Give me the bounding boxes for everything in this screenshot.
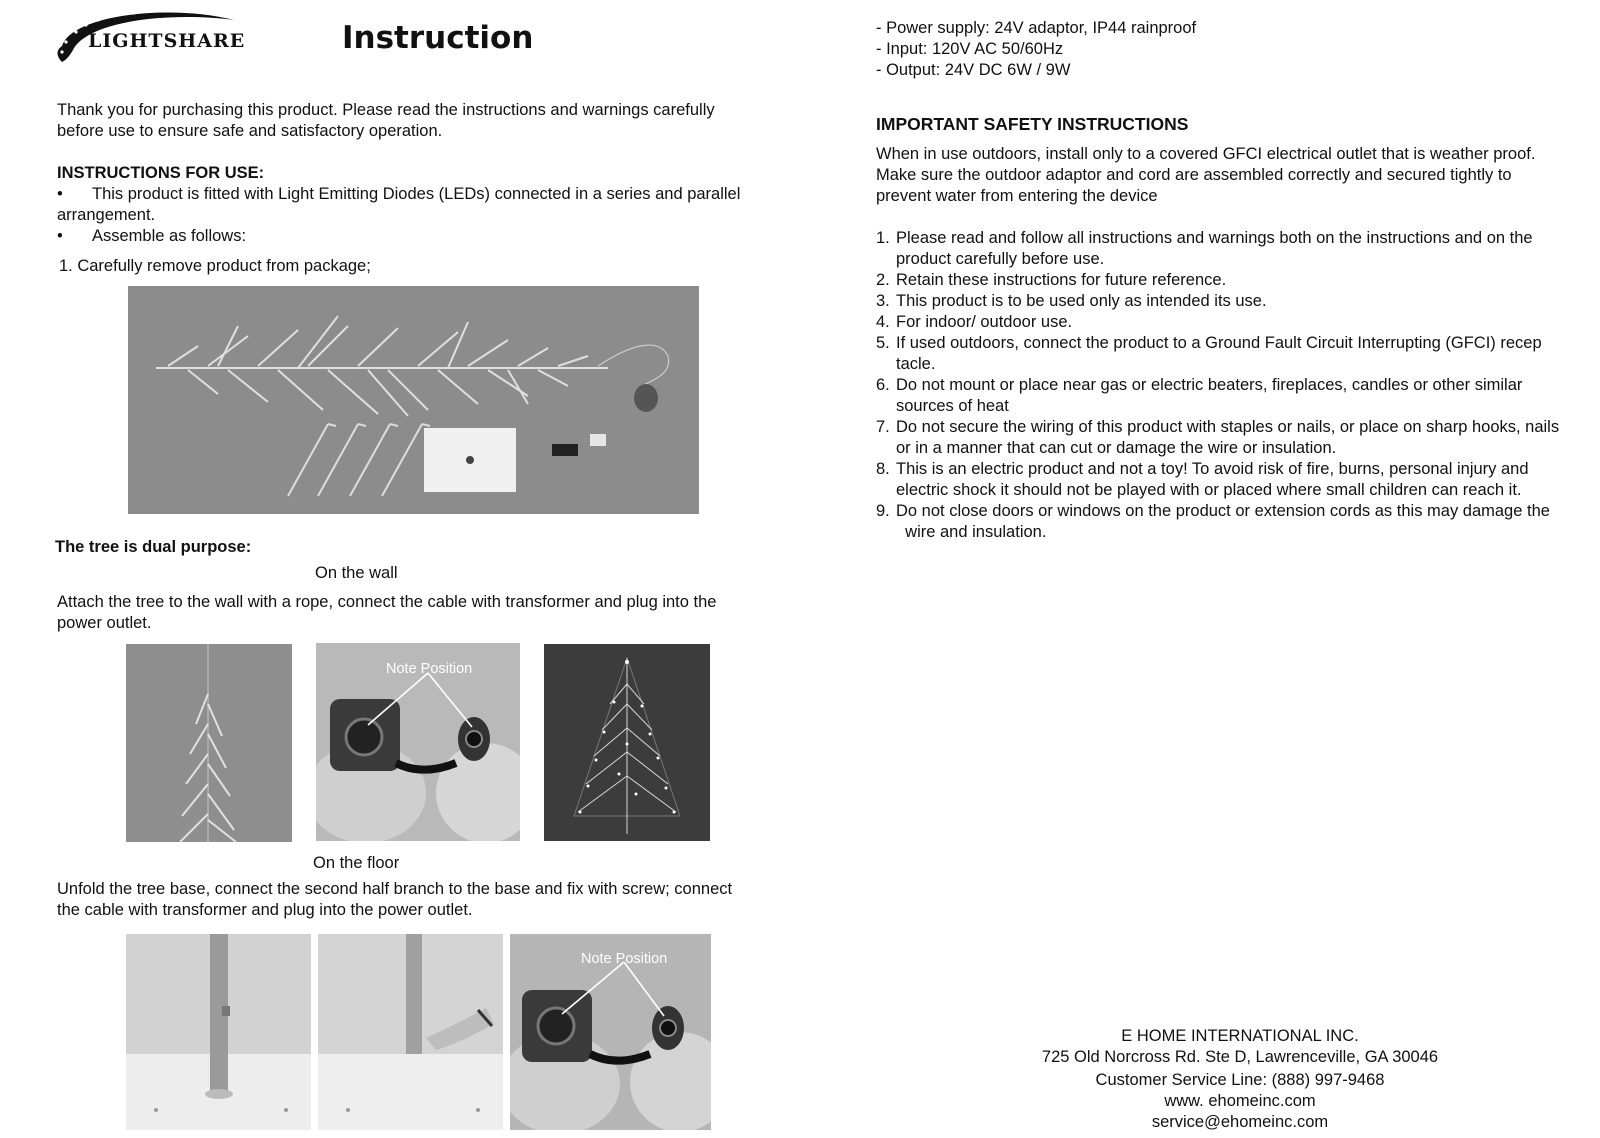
power-supply-line: - Power supply: 24V adaptor, IP44 rainproof — [876, 19, 1197, 37]
safety-item-9-num: 9. — [876, 502, 890, 520]
safety-item-6-line-2: sources of heat — [896, 397, 1009, 415]
safety-item-1-num: 1. — [876, 229, 890, 247]
safety-intro-line-3: prevent water from entering the device — [876, 187, 1158, 205]
safety-item-7-line-1: Do not secure the wiring of this product with staples or nails, or place on sharp hooks, nails — [896, 418, 1560, 436]
connector-photo-2 — [510, 934, 711, 1130]
on-the-floor-label: On the floor — [313, 854, 400, 872]
company-address: 725 Old Norcross Rd. Ste D, Lawrenceville, GA 30046 — [1041, 1048, 1439, 1066]
safety-item-3-num: 3. — [876, 292, 890, 310]
safety-item-1-line-2: product carefully before use. — [896, 250, 1105, 268]
connector-photo-1 — [316, 643, 520, 841]
step-1-text: 1. Carefully remove product from package; — [59, 257, 371, 275]
safety-item-9-line-1: Do not close doors or windows on the product or extension cords as this may damage the — [896, 502, 1550, 520]
note-position-label-1: Note Position — [386, 661, 473, 677]
dual-purpose-heading: The tree is dual purpose: — [55, 538, 252, 556]
safety-item-6-num: 6. — [876, 376, 890, 394]
page-title: Instruction — [342, 20, 534, 56]
note-position-label-2: Note Position — [581, 951, 668, 967]
instructions-heading: INSTRUCTIONS FOR USE: — [57, 164, 265, 182]
safety-item-2-num: 2. — [876, 271, 890, 289]
safety-item-1-line-1: Please read and follow all instructions and warnings both on the instructions and on the — [896, 229, 1533, 247]
bullet-1-line-1: This product is fitted with Light Emitting Diodes (LEDs) connected in a series and parallel — [92, 185, 741, 203]
wall-text-line-1: Attach the tree to the wall with a rope, connect the cable with transformer and plug into the — [57, 593, 717, 611]
company-footer — [960, 1026, 1520, 1133]
safety-item-5-line-2: tacle. — [896, 355, 936, 373]
safety-item-5-num: 5. — [876, 334, 890, 352]
safety-item-8-line-1: This is an electric product and not a toy! To avoid risk of fire, burns, personal injury and — [896, 460, 1529, 478]
bullet-2-marker: • — [57, 227, 63, 245]
base-photo-2 — [318, 934, 503, 1130]
safety-item-8-line-2: electric shock it should not be played with or placed where small children can reach it. — [896, 481, 1522, 499]
brand-logo — [52, 6, 252, 68]
safety-intro-line-2: Make sure the outdoor adaptor and cord are assembled correctly and secured tightly to — [876, 166, 1512, 184]
safety-item-5-line-1: If used outdoors, connect the product to a Ground Fault Circuit Interrupting (GFCI) recep — [896, 334, 1542, 352]
intro-line-1: Thank you for purchasing this product. Please read the instructions and warnings carefully — [57, 101, 715, 119]
bullet-1-marker: • — [57, 185, 63, 203]
lit-tree-photo — [544, 644, 710, 841]
base-photo-1 — [126, 934, 311, 1130]
company-phone: Customer Service Line: (888) 997-9468 — [1095, 1071, 1385, 1089]
on-the-wall-label: On the wall — [315, 564, 398, 582]
safety-list — [876, 228, 1596, 548]
safety-item-7-line-2: or in a manner that can cut or damage the wire or insulation. — [896, 439, 1337, 457]
safety-item-2-line-1: Retain these instructions for future reference. — [896, 271, 1227, 289]
safety-item-4-num: 4. — [876, 313, 890, 331]
floor-text-line-2: the cable with transformer and plug into the power outlet. — [57, 901, 473, 919]
bullet-2-text: Assemble as follows: — [92, 227, 247, 245]
safety-item-3-line-1: This product is to be used only as intended its use. — [896, 292, 1267, 310]
bullet-1-line-2: arrangement. — [57, 206, 156, 224]
company-email: service@ehomeinc.com — [1151, 1113, 1329, 1131]
output-line: - Output: 24V DC 6W / 9W — [876, 61, 1071, 79]
brand-name: LIGHTSHARE — [88, 30, 246, 52]
company-name: E HOME INTERNATIONAL INC. — [1121, 1027, 1359, 1045]
intro-line-2: before use to ensure safe and satisfactory operation. — [57, 122, 443, 140]
safety-item-9-line-2: wire and insulation. — [896, 523, 1047, 541]
wall-text-line-2: power outlet. — [57, 614, 152, 632]
safety-item-4-line-1: For indoor/ outdoor use. — [896, 313, 1073, 331]
safety-intro-line-1: When in use outdoors, install only to a covered GFCI electrical outlet that is weather proof. — [876, 145, 1536, 163]
company-web: www. ehomeinc.com — [1164, 1092, 1316, 1110]
tree-top-photo — [126, 644, 292, 842]
safety-item-8-num: 8. — [876, 460, 890, 478]
safety-item-6-line-1: Do not mount or place near gas or electric beaters, fireplaces, candles or other similar — [896, 376, 1523, 394]
input-line: - Input: 120V AC 50/60Hz — [876, 40, 1064, 58]
floor-text-line-1: Unfold the tree base, connect the second half branch to the base and fix with screw; connect — [57, 880, 733, 898]
package-contents-photo — [128, 286, 699, 514]
safety-heading: IMPORTANT SAFETY INSTRUCTIONS — [876, 114, 1189, 134]
safety-item-7-num: 7. — [876, 418, 890, 436]
